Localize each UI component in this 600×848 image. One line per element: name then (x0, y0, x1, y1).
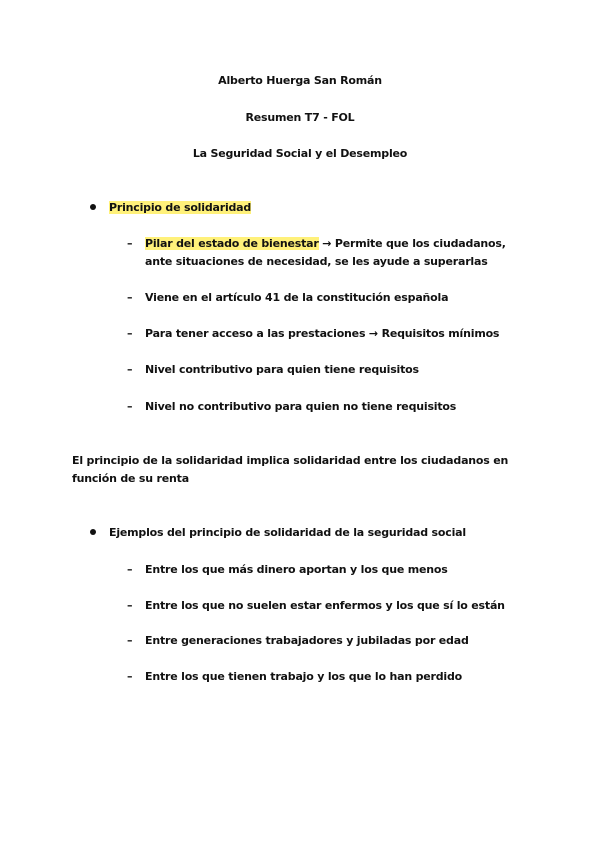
list-item (127, 289, 547, 307)
bullet-dot-icon (90, 204, 96, 210)
highlighted-text: Pilar del estado de bienestar (145, 237, 319, 250)
list-item-text: Entre los que tienen trabajo y los que lo han perdido (145, 670, 463, 683)
bullet-label: Principio de solidaridad (109, 201, 252, 214)
list-item (127, 361, 547, 379)
bullet-dot-icon (90, 529, 96, 535)
list-item (127, 597, 547, 615)
list-item-text: Para tener acceso a las prestaciones → Requisitos mínimos (145, 327, 500, 340)
list-item (127, 325, 547, 343)
dash-icon: – (127, 634, 133, 647)
list-item-text: Entre los que más dinero aportan y los que menos (145, 563, 448, 576)
dash-icon: – (127, 363, 133, 376)
list-item-text: → Permite que los ciudadanos, ante situaciones de necesidad, se les ayude a superarlas (145, 237, 506, 268)
bullet-ejemplos-solidaridad (90, 526, 466, 539)
list-item-text: Entre los que no suelen estar enfermos y los que sí lo están (145, 599, 505, 612)
document-subject: Resumen T7 - FOL (245, 111, 355, 124)
bullet-principio-solidaridad (90, 201, 251, 214)
bullet-label: Ejemplos del principio de solidaridad de la seguridad social (109, 526, 466, 539)
author-name: Alberto Huerga San Román (218, 74, 382, 87)
dash-icon: – (127, 599, 133, 612)
dash-icon: – (127, 563, 133, 576)
dash-icon: – (127, 670, 133, 683)
dash-icon: – (127, 327, 133, 340)
dash-icon: – (127, 291, 133, 304)
list-item (127, 668, 547, 686)
list-item-text: Nivel contributivo para quien tiene requisitos (145, 363, 419, 376)
list-item (127, 235, 527, 271)
list-item (127, 398, 547, 416)
list-item-text: Viene en el artículo 41 de la constitución española (145, 291, 449, 304)
body-paragraph: El principio de la solidaridad implica solidaridad entre los ciudadanos en función de su renta (72, 454, 509, 485)
list-item (127, 632, 547, 650)
dash-icon: – (127, 237, 133, 250)
dash-icon: – (127, 400, 133, 413)
list-item-text: Entre generaciones trabajadores y jubiladas por edad (145, 634, 469, 647)
document-topic: La Seguridad Social y el Desempleo (192, 147, 408, 160)
list-item (127, 561, 547, 579)
list-item-text: Nivel no contributivo para quien no tiene requisitos (145, 400, 457, 413)
